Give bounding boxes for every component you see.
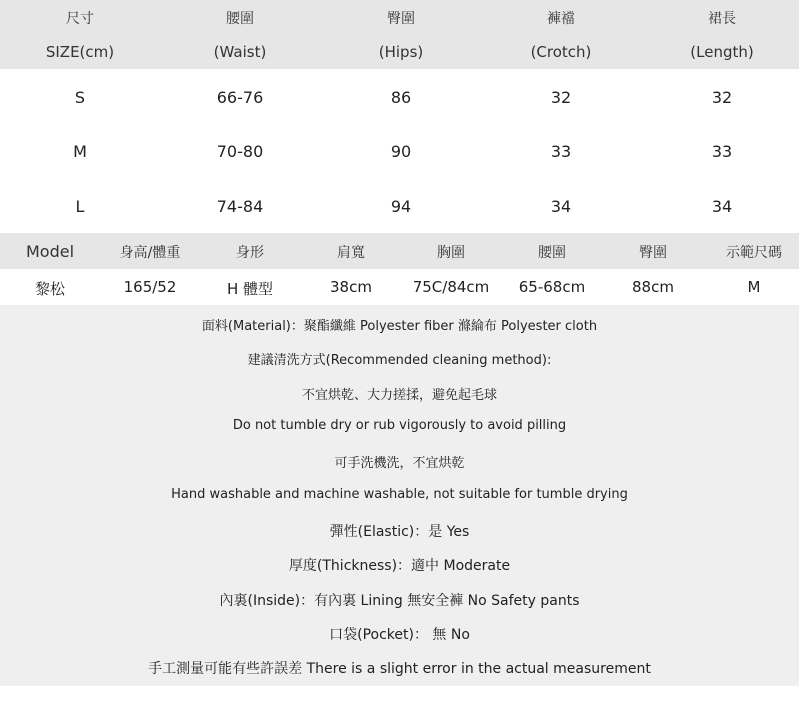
- header-demo-size: 示範尺碼: [726, 245, 782, 261]
- measurement-error-note: 手工測量可能有些許誤差 There is a slight error in the actual measurement: [148, 661, 651, 677]
- header-waist-en: (Waist): [213, 43, 267, 61]
- model-name: 黎松: [34, 280, 65, 298]
- header-shoulder: 肩寬: [337, 245, 365, 261]
- crotch-cell: 33: [550, 142, 572, 161]
- model-body-type: H 體型: [226, 280, 274, 298]
- model-bust: 75C/84cm: [412, 278, 490, 296]
- waist-cell: 66-76: [216, 88, 264, 107]
- length-cell: 33: [711, 142, 733, 161]
- model-table-header: [0, 233, 799, 269]
- header-crotch-en: (Crotch): [530, 43, 592, 61]
- header-crotch-zh: 褲襠: [547, 11, 575, 27]
- model-row: [0, 269, 799, 305]
- header-waist-zh: 腰圍: [226, 11, 254, 27]
- size-cell: M: [73, 142, 87, 161]
- size-cell: L: [75, 197, 85, 216]
- header-bust: 胸圍: [437, 245, 465, 261]
- header-hips: 臀圍: [639, 245, 667, 261]
- washing-note-en: Hand washable and machine washable, not suitable for tumble drying: [171, 487, 628, 502]
- header-length-zh: 裙長: [708, 11, 736, 27]
- size-table-header: [0, 0, 799, 69]
- header-length-en: (Length): [690, 43, 754, 61]
- size-row-s: [0, 83, 799, 113]
- hips-cell: 90: [390, 142, 412, 161]
- pocket-note: 口袋(Pocket)： 無 No: [329, 627, 470, 643]
- model-height-weight: 165/52: [123, 278, 177, 296]
- header-waist: 腰圍: [538, 245, 566, 261]
- model-waist: 65-68cm: [518, 278, 586, 296]
- waist-cell: 74-84: [216, 197, 264, 216]
- size-row-m: [0, 137, 799, 167]
- cleaning-note-zh: 不宜烘乾、大力搓揉，避免起毛球: [301, 388, 497, 403]
- header-hips-zh: 臀圍: [387, 11, 415, 27]
- crotch-cell: 34: [550, 197, 572, 216]
- crotch-cell: 32: [550, 88, 572, 107]
- size-cell: S: [74, 88, 86, 107]
- washing-note-zh: 可手洗機洗，不宜烘乾: [334, 456, 465, 471]
- model-shoulder: 38cm: [330, 278, 372, 296]
- elastic-note: 彈性(Elastic)：是 Yes: [329, 524, 470, 540]
- hips-cell: 86: [390, 88, 412, 107]
- cleaning-method-title: 建議清洗方式(Recommended cleaning method):: [247, 353, 552, 368]
- product-notes: [0, 305, 799, 686]
- length-cell: 34: [711, 197, 733, 216]
- header-model: Model: [25, 242, 75, 261]
- inside-note: 內裏(Inside)：有內裏 Lining 無安全褲 No Safety pants: [219, 593, 580, 609]
- model-hips: 88cm: [632, 278, 674, 296]
- hips-cell: 94: [390, 197, 412, 216]
- cleaning-note-en: Do not tumble dry or rub vigorously to avoid pilling: [232, 418, 567, 433]
- header-hips-en: (Hips): [378, 43, 424, 61]
- size-row-l: [0, 192, 799, 222]
- header-body-type: 身形: [236, 245, 264, 261]
- length-cell: 32: [711, 88, 733, 107]
- header-height-weight: 身高/體重: [119, 245, 181, 261]
- model-demo-size: M: [747, 278, 761, 296]
- waist-cell: 70-80: [216, 142, 264, 161]
- material-note: 面料(Material)：聚酯纖維 Polyester fiber 滌綸布 Polyester cloth: [201, 319, 598, 334]
- header-size-en: SIZE(cm): [45, 43, 115, 61]
- thickness-note: 厚度(Thickness)：適中 Moderate: [288, 558, 511, 574]
- header-size-zh: 尺寸: [66, 11, 94, 27]
